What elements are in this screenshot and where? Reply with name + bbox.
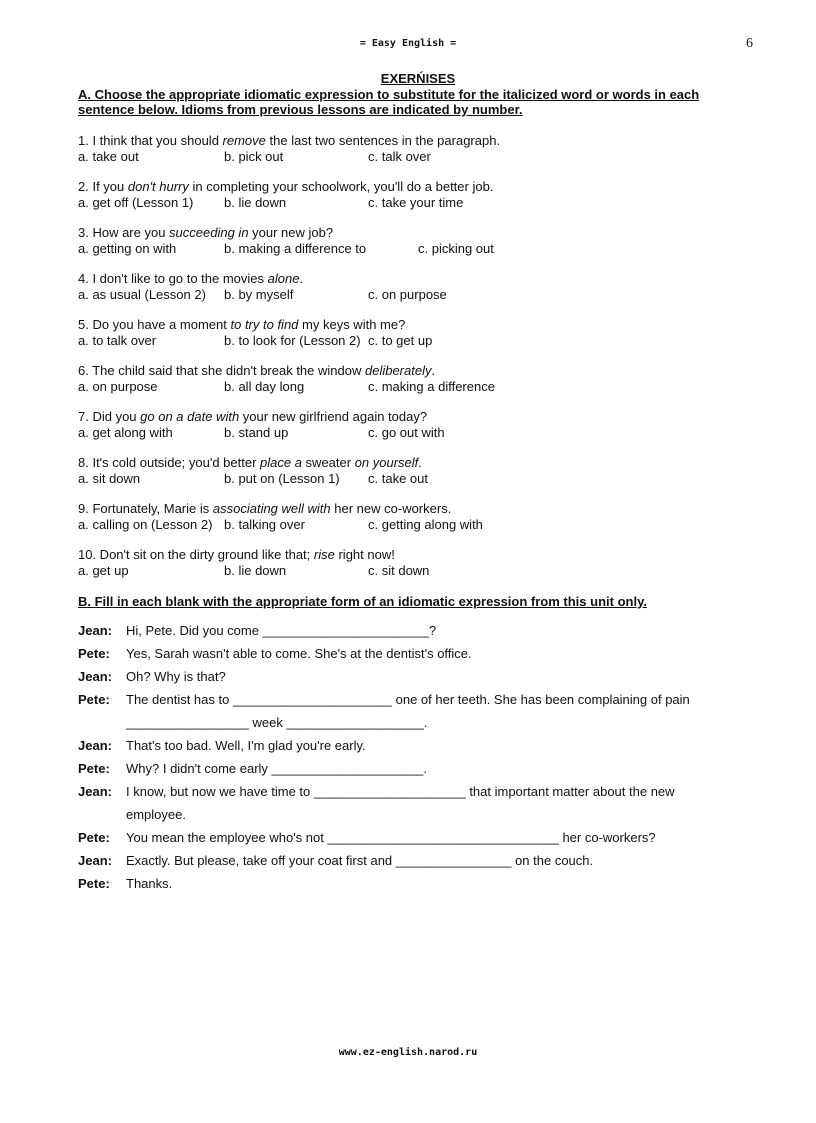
answer-option-c: c. go out with — [368, 425, 445, 440]
question-1 — [78, 133, 500, 165]
answer-option-a: a. as usual (Lesson 2) — [78, 287, 206, 302]
answer-option-c: c. to get up — [368, 333, 433, 348]
answer-options — [78, 471, 428, 487]
dialogue-continuation: employee. — [126, 807, 186, 822]
dialogue-line — [78, 665, 226, 688]
dialogue-text: Oh? Why is that? — [126, 669, 226, 684]
dialogue-line — [78, 872, 172, 895]
speaker-label: Jean — [78, 853, 108, 868]
question-phrase: 5. Do you have a moment — [78, 317, 231, 332]
dialogue-text: The dentist has to ______________________ one of her teeth. She has been complaining of pain — [126, 692, 690, 707]
question-phrase: . — [299, 271, 304, 286]
answer-option-b: b. stand up — [224, 425, 289, 440]
answer-option-c: c. take your time — [368, 195, 464, 210]
answer-option-a: a. calling on (Lesson 2) — [78, 517, 213, 532]
question-text — [78, 179, 493, 195]
answer-option-c: c. making a difference — [368, 379, 495, 394]
answer-options — [78, 195, 493, 211]
speaker-name: Jean: — [78, 669, 112, 684]
question-text — [78, 501, 451, 517]
speaker-label: Pete — [78, 830, 106, 845]
question-phrase: your new job? — [248, 225, 334, 240]
italic-phrase: associating well with — [212, 501, 331, 516]
italic-phrase: to try to find — [230, 317, 299, 332]
answer-option-b: b. pick out — [224, 149, 284, 164]
answer-options — [78, 333, 433, 349]
speaker-name: Pete: — [78, 830, 110, 845]
answer-option-b: b. to look for (Lesson 2) — [224, 333, 361, 348]
dialogue-text: I know, but now we have time to _____________________ that important matter about the new — [126, 784, 675, 799]
question-phrase: in completing your schoolwork, you'll do a better job. — [188, 179, 494, 194]
speaker-label: Jean — [78, 784, 108, 799]
answer-option-c: c. on purpose — [368, 287, 447, 302]
exercises-title: EXERŃISES — [380, 71, 456, 86]
question-phrase: 3. How are you — [78, 225, 170, 240]
question-text — [78, 133, 500, 149]
dialogue-line — [78, 757, 427, 780]
question-phrase: 8. It's cold outside; you'd better — [78, 455, 261, 470]
answer-option-a: a. get along with — [78, 425, 173, 440]
question-phrase: 10. Don't sit on the dirty ground like that; — [78, 547, 314, 562]
dialogue-text: Yes, Sarah wasn't able to come. She's at the dentist's office. — [126, 646, 472, 661]
speaker-name: Pete: — [78, 646, 110, 661]
answer-options — [78, 563, 430, 579]
answer-option-c: c. talk over — [368, 149, 431, 164]
answer-option-b: b. all day long — [224, 379, 305, 394]
answer-option-a: a. take out — [78, 149, 139, 164]
dialogue-line — [78, 642, 472, 665]
question-phrase: 4. I don't like to go to the movies — [78, 271, 268, 286]
speaker-name: Jean: — [78, 738, 112, 753]
question-text — [78, 225, 333, 241]
question-text — [78, 547, 395, 563]
question-phrase: sweater — [301, 455, 355, 470]
answer-options — [78, 425, 445, 441]
speaker-label: Pete — [78, 692, 106, 707]
italic-phrase: go on a date with — [140, 409, 240, 424]
answer-option-b: b. by myself — [224, 287, 294, 302]
dialogue-line — [78, 849, 593, 872]
answer-option-b: b. put on (Lesson 1) — [224, 471, 340, 486]
italic-phrase: place a — [260, 455, 302, 470]
speaker-label: Pete — [78, 761, 106, 776]
italic-phrase: succeeding in — [169, 225, 249, 240]
footer-url: www.ez-english.narod.ru — [338, 1047, 478, 1058]
answer-option-c: c. sit down — [368, 563, 430, 578]
italic-phrase: alone — [267, 271, 300, 286]
italic-phrase: rise — [313, 547, 335, 562]
speaker-label: Pete — [78, 646, 106, 661]
question-9 — [78, 501, 483, 533]
speaker-label: Jean — [78, 623, 108, 638]
answer-option-c: c. getting along with — [368, 517, 483, 532]
question-phrase: my keys with me? — [298, 317, 406, 332]
answer-options — [78, 379, 495, 395]
question-phrase: . — [418, 455, 422, 470]
answer-option-a: a. sit down — [78, 471, 141, 486]
question-phrase: 9. Fortunately, Marie is — [78, 501, 213, 516]
speaker-name: Pete: — [78, 876, 110, 891]
speaker-name: Jean: — [78, 784, 112, 799]
speaker-name: Jean: — [78, 623, 112, 638]
page-number: 6 — [746, 36, 753, 51]
speaker-name: Pete: — [78, 761, 110, 776]
answer-option-b: b. lie down — [224, 195, 287, 210]
speaker-label: Pete — [78, 876, 106, 891]
question-phrase: your new girlfriend again today? — [239, 409, 428, 424]
answer-options — [78, 149, 500, 165]
speaker-name: Pete: — [78, 692, 110, 707]
speaker-name: Jean: — [78, 853, 112, 868]
header-title: = Easy English = — [359, 38, 457, 49]
question-phrase: 1. I think that you should — [78, 133, 223, 148]
question-phrase: 7. Did you — [78, 409, 141, 424]
answer-option-b: b. lie down — [224, 563, 287, 578]
italic-phrase: deliberately — [364, 363, 432, 378]
dialogue-text: Why? I didn't come early _____________________. — [126, 761, 427, 776]
question-text — [78, 455, 422, 471]
dialogue-text: Hi, Pete. Did you come _______________________? — [126, 623, 437, 638]
section-b-title: B. Fill in each blank with the appropriate form of an idiomatic expression from this unit only. — [78, 594, 647, 609]
answer-options — [78, 241, 494, 257]
answer-option-a: a. get off (Lesson 1) — [78, 195, 194, 210]
question-6 — [78, 363, 495, 395]
question-10 — [78, 547, 430, 579]
question-phrase: 6. The child said that she didn't break the window — [78, 363, 365, 378]
question-8 — [78, 455, 428, 487]
answer-option-b: b. making a difference to — [224, 241, 367, 256]
question-5 — [78, 317, 433, 349]
dialogue-line — [78, 619, 436, 642]
question-4 — [78, 271, 447, 303]
speaker-label: Jean — [78, 669, 108, 684]
speaker-label: Jean — [78, 738, 108, 753]
dialogue-line — [78, 780, 675, 803]
question-7 — [78, 409, 445, 441]
section-a-instructions: A. Choose the appropriate idiomatic expression to substitute for the italicized word or words in each sentence below. Idioms from previous lessons are indicated by number. — [78, 87, 700, 117]
answer-option-b: b. talking over — [224, 517, 305, 532]
dialogue-text: Thanks. — [126, 876, 173, 891]
answer-option-c: c. take out — [368, 471, 428, 486]
answer-option-a: a. getting on with — [78, 241, 177, 256]
dialogue-text: That's too bad. Well, I'm glad you're early. — [126, 738, 366, 753]
answer-options — [78, 517, 483, 533]
answer-option-c: c. picking out — [418, 241, 494, 256]
dialogue-text: Exactly. But please, take off your coat first and ________________ on the couch. — [126, 853, 594, 868]
answer-option-a: a. to talk over — [78, 333, 157, 348]
question-text — [78, 363, 435, 379]
italic-phrase: remove — [222, 133, 266, 148]
dialogue-continuation: _________________ week ___________________. — [126, 715, 428, 730]
question-text — [78, 409, 427, 425]
italic-phrase: don't hurry — [127, 179, 189, 194]
question-phrase: right now! — [334, 547, 395, 562]
question-2 — [78, 179, 493, 211]
italic-phrase: on yourself — [354, 455, 419, 470]
question-phrase: . — [431, 363, 436, 378]
dialogue-text: You mean the employee who's not ________________________________ her co-workers? — [126, 830, 656, 845]
question-text — [78, 317, 405, 333]
question-phrase: the last two sentences in the paragraph. — [265, 133, 501, 148]
question-phrase: her new co-workers. — [330, 501, 452, 516]
question-3 — [78, 225, 494, 257]
dialogue-line — [78, 688, 690, 711]
answer-option-a: a. get up — [78, 563, 129, 578]
dialogue-line — [78, 826, 656, 849]
dialogue-line — [78, 734, 366, 757]
question-phrase: 2. If you — [78, 179, 128, 194]
answer-options — [78, 287, 447, 303]
question-text — [78, 271, 303, 287]
answer-option-a: a. on purpose — [78, 379, 158, 394]
